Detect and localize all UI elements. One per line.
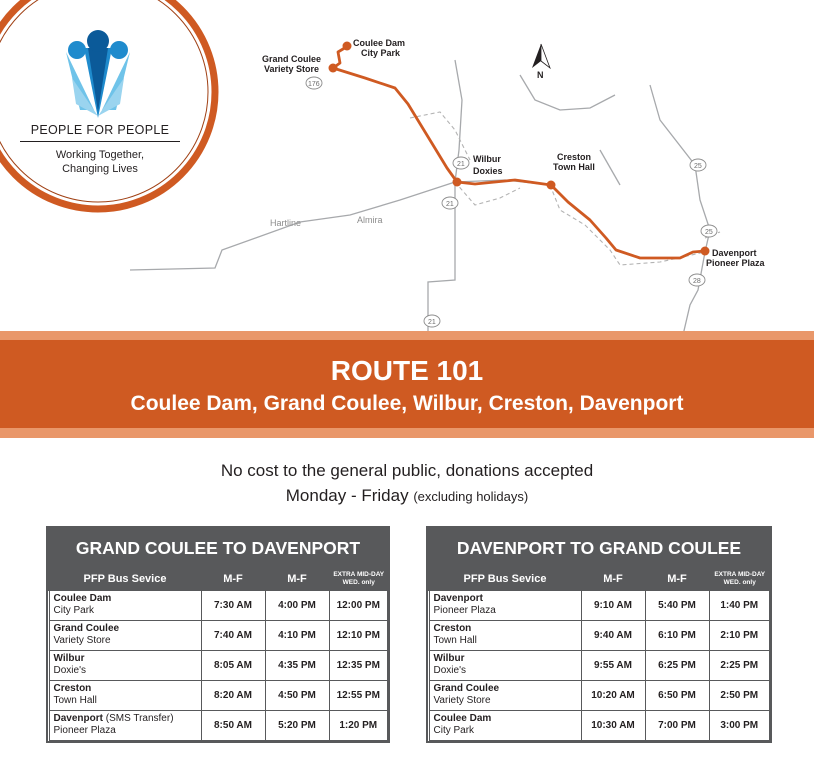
stop-cell — [49, 620, 201, 650]
stop-name: Davenport — [433, 593, 483, 604]
time-cell: 8:05 AM — [201, 650, 265, 680]
stop-note: (SMS Transfer) — [105, 713, 174, 724]
route-subtitle: Coulee Dam, Grand Coulee, Wilbur, Creston, Davenport — [130, 392, 684, 415]
cost-note: No cost to the general public, donations accepted — [220, 461, 594, 480]
highway-shield: 28 — [693, 278, 701, 285]
stop-cell — [429, 710, 581, 740]
stop-marker — [453, 178, 462, 187]
days-text: Monday - Friday — [285, 486, 409, 505]
route-banner — [0, 340, 814, 428]
time-cell: 9:40 AM — [581, 620, 645, 650]
time-cell: 10:30 AM — [581, 710, 645, 740]
highway-shield: 21 — [457, 161, 465, 168]
time-cell: 9:55 AM — [581, 650, 645, 680]
stop-location: Variety Store — [433, 695, 491, 706]
schedule-table — [428, 568, 770, 741]
highway-shield: 21 — [446, 201, 454, 208]
map-stop-label: City Park — [361, 48, 401, 58]
time-cell: 7:30 AM — [201, 590, 265, 620]
time-cell: 4:35 PM — [265, 650, 329, 680]
table-header-row — [429, 568, 770, 590]
time-cell: 12:10 PM — [329, 620, 388, 650]
header-mf: M-F — [201, 568, 265, 590]
stop-location: City Park — [53, 605, 95, 616]
stop-marker — [701, 247, 710, 256]
time-cell: 7:00 PM — [645, 710, 709, 740]
logo-tagline — [20, 148, 180, 176]
logo — [0, 0, 210, 200]
header-extra — [329, 568, 388, 590]
map-stop-label: Variety Store — [264, 64, 320, 74]
map-stop-label: Town Hall — [553, 162, 595, 172]
stop-location: Variety Store — [53, 635, 111, 646]
stop-location: Town Hall — [53, 695, 97, 706]
time-cell: 2:50 PM — [709, 680, 770, 710]
highway-shield: 21 — [428, 319, 436, 326]
stop-name: Coulee Dam — [53, 593, 112, 604]
stop-location: Pioneer Plaza — [53, 725, 116, 736]
time-cell: 5:20 PM — [265, 710, 329, 740]
time-cell: 4:10 PM — [265, 620, 329, 650]
time-cell: 9:10 AM — [581, 590, 645, 620]
table-row — [429, 620, 770, 650]
banner-stripe — [0, 331, 814, 340]
header-extra-line: WED. only — [723, 578, 756, 586]
time-cell: 4:00 PM — [265, 590, 329, 620]
table-row — [429, 710, 770, 740]
table-row — [429, 590, 770, 620]
table-row — [429, 680, 770, 710]
map-stop-label: Creston — [557, 152, 592, 162]
table-row — [49, 620, 388, 650]
time-cell: 5:40 PM — [645, 590, 709, 620]
time-cell: 6:10 PM — [645, 620, 709, 650]
time-cell: 12:55 PM — [329, 680, 388, 710]
time-cell: 12:35 PM — [329, 650, 388, 680]
table-row — [49, 680, 388, 710]
stop-cell — [49, 680, 201, 710]
map-stop-label: Grand Coulee — [262, 54, 322, 64]
stop-name: Davenport (SMS Transfer) — [53, 713, 174, 724]
stop-location: Doxie's — [53, 665, 86, 676]
stop-name: Coulee Dam — [433, 713, 492, 724]
time-cell: 7:40 AM — [201, 620, 265, 650]
stop-name: Wilbur — [433, 653, 465, 664]
time-cell: 8:50 AM — [201, 710, 265, 740]
time-cell: 2:25 PM — [709, 650, 770, 680]
stop-name: Creston — [433, 623, 472, 634]
stop-cell — [429, 590, 581, 620]
route-title: ROUTE 101 — [330, 355, 484, 386]
stop-name: Grand Coulee — [53, 623, 120, 634]
highway-shield: 25 — [694, 163, 702, 170]
table-row — [49, 710, 388, 740]
highway-shield: 176 — [308, 81, 320, 88]
map-stop-label: Wilbur — [473, 154, 501, 164]
stop-cell — [49, 590, 201, 620]
svg-text:N: N — [537, 70, 544, 80]
table-row — [49, 650, 388, 680]
stop-cell — [49, 710, 201, 740]
time-cell: 10:20 AM — [581, 680, 645, 710]
tagline-line: Working Together, — [55, 149, 145, 161]
map-stop-label: Doxies — [473, 166, 503, 176]
map-stop-label: Coulee Dam — [353, 38, 406, 48]
time-cell: 3:00 PM — [709, 710, 770, 740]
stop-name: Creston — [53, 683, 92, 694]
header-mf: M-F — [645, 568, 709, 590]
time-cell: 1:40 PM — [709, 590, 770, 620]
banner-stripe — [0, 428, 814, 438]
header-mf: M-F — [581, 568, 645, 590]
holiday-note: (excluding holidays) — [413, 489, 529, 504]
stop-cell — [429, 680, 581, 710]
stop-name: Grand Coulee — [433, 683, 500, 694]
schedule-davenport-to-grand-coulee — [426, 526, 772, 743]
header-stop: PFP Bus Sevice — [49, 568, 201, 590]
stop-location: City Park — [433, 725, 475, 736]
stop-marker — [343, 42, 352, 51]
stop-cell — [429, 650, 581, 680]
north-arrow-icon — [532, 44, 550, 80]
time-cell: 1:20 PM — [329, 710, 388, 740]
header-extra-line: EXTRA MID-DAY — [333, 570, 385, 578]
header-extra-line: WED. only — [342, 578, 375, 586]
header-extra-line: EXTRA MID-DAY — [714, 570, 766, 578]
time-cell: 6:25 PM — [645, 650, 709, 680]
map-stop-label: Davenport — [712, 248, 757, 258]
time-cell: 6:50 PM — [645, 680, 709, 710]
highway-shield: 25 — [705, 229, 713, 236]
time-cell: 8:20 AM — [201, 680, 265, 710]
stop-cell — [429, 620, 581, 650]
service-info — [0, 458, 814, 509]
map-town-label: Hartline — [270, 218, 302, 228]
map-stop-label: Pioneer Plaza — [706, 258, 765, 268]
schedule-table — [48, 568, 388, 741]
stop-cell — [49, 650, 201, 680]
header-extra — [709, 568, 770, 590]
logo-name: PEOPLE FOR PEOPLE — [20, 123, 180, 142]
header-stop: PFP Bus Sevice — [429, 568, 581, 590]
map-town-label: Almira — [357, 215, 383, 225]
stop-marker — [547, 181, 556, 190]
table-header-row — [49, 568, 388, 590]
time-cell: 2:10 PM — [709, 620, 770, 650]
table-row — [429, 650, 770, 680]
stop-name: Wilbur — [53, 653, 85, 664]
time-cell: 12:00 PM — [329, 590, 388, 620]
table-row — [49, 590, 388, 620]
service-days — [0, 483, 814, 509]
stop-marker — [329, 64, 338, 73]
stop-location: Town Hall — [433, 635, 477, 646]
tagline-line: Changing Lives — [62, 163, 138, 175]
schedule-title: GRAND COULEE TO DAVENPORT — [75, 538, 361, 558]
schedule-title: DAVENPORT TO GRAND COULEE — [456, 538, 742, 558]
time-cell: 4:50 PM — [265, 680, 329, 710]
schedule-grand-coulee-to-davenport — [46, 526, 390, 743]
stop-location: Pioneer Plaza — [433, 605, 496, 616]
header-mf: M-F — [265, 568, 329, 590]
stop-location: Doxie's — [433, 665, 466, 676]
